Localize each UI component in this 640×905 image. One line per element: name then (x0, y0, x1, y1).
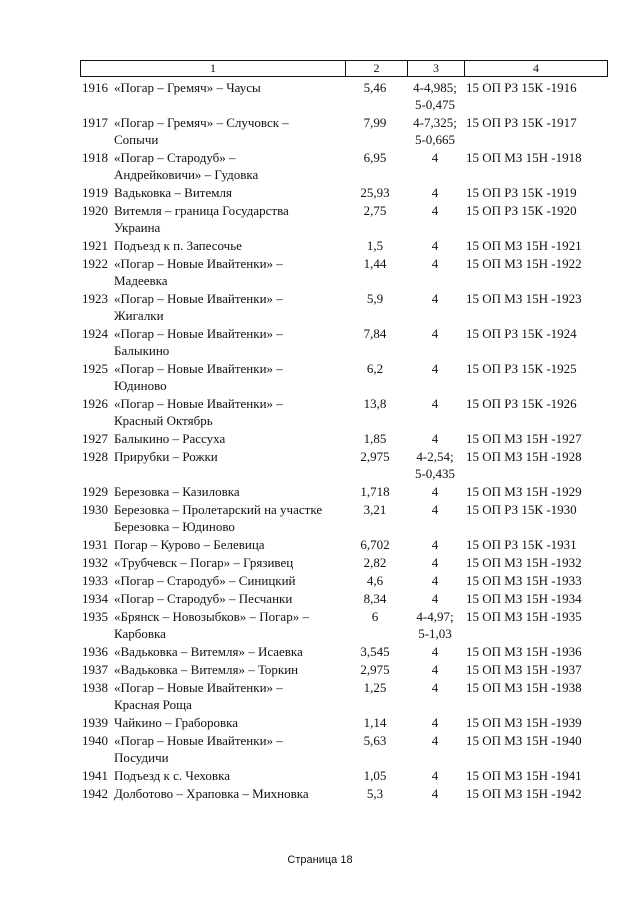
road-code: 15 ОП МЗ 15Н -1928 (466, 449, 582, 464)
road-length: 5,46 (363, 80, 387, 95)
road-name (114, 483, 346, 500)
road-category-line: 4 (431, 555, 439, 570)
road-category-line: 4 (431, 680, 439, 695)
road-name-line: Сопычи (114, 132, 159, 147)
road-length: 8,34 (363, 591, 387, 606)
road-name (114, 501, 346, 535)
road-category-line: 4 (431, 396, 439, 411)
road-name-line: Жигалки (114, 308, 164, 323)
table-row (0, 395, 640, 429)
road-name-line: «Погар – Гремяч» – Чаусы (114, 80, 261, 95)
road-length: 6,702 (360, 537, 390, 552)
road-length: 1,44 (363, 256, 387, 271)
road-name-line: Украина (114, 220, 161, 235)
row-number: 1939 (82, 715, 108, 730)
table-row (0, 290, 640, 324)
road-category (406, 395, 464, 412)
row-number: 1930 (82, 502, 108, 517)
road-category (406, 483, 464, 500)
road-name (114, 785, 346, 802)
road-category (406, 501, 464, 518)
road-category-line: 4 (431, 361, 439, 376)
road-category-line: 4 (431, 715, 439, 730)
row-number: 1934 (82, 591, 108, 606)
row-number: 1918 (82, 150, 108, 165)
road-name-line: «Погар – Стародуб» – Песчанки (114, 591, 293, 606)
table-row (0, 202, 640, 236)
road-category-line: 5-1,03 (418, 626, 452, 641)
road-code: 15 ОП РЗ 15К -1919 (466, 185, 577, 200)
header-col-3: 3 (433, 61, 439, 75)
road-name-line: «Погар – Новые Ивайтенки» – (114, 733, 283, 748)
road-length: 1,85 (363, 431, 387, 446)
road-name (114, 661, 346, 678)
road-length: 5,3 (366, 786, 384, 801)
table-row (0, 255, 640, 289)
road-name (114, 590, 346, 607)
header-col-2: 2 (373, 61, 380, 75)
road-name-line: Балыкино (114, 343, 170, 358)
road-code: 15 ОП МЗ 15Н -1940 (466, 733, 582, 748)
road-name-line: Посудичи (114, 750, 169, 765)
road-category (406, 430, 464, 447)
row-number: 1921 (82, 238, 108, 253)
road-name (114, 202, 346, 236)
road-name-line: Вадьковка – Витемля (114, 185, 232, 200)
row-number: 1926 (82, 396, 108, 411)
road-category (406, 732, 464, 749)
table-row (0, 360, 640, 394)
road-category (406, 79, 464, 113)
table-header (80, 60, 608, 77)
road-name-line: Подъезд к п. Запесочье (114, 238, 242, 253)
road-length: 5,9 (366, 291, 384, 306)
road-length: 25,93 (360, 185, 390, 200)
road-name-line: «Погар – Новые Ивайтенки» – (114, 291, 283, 306)
road-code: 15 ОП МЗ 15Н -1932 (466, 555, 582, 570)
road-name-line: Балыкино – Рассуха (114, 431, 226, 446)
road-category (406, 643, 464, 660)
table-row (0, 661, 640, 678)
road-code: 15 ОП МЗ 15Н -1927 (466, 431, 582, 446)
road-category (406, 554, 464, 571)
road-name-line: «Трубчевск – Погар» – Грязивец (114, 555, 294, 570)
road-category-line: 4 (431, 573, 439, 588)
road-category (406, 608, 464, 642)
header-col-4: 4 (533, 61, 539, 75)
road-name-line: «Погар – Новые Ивайтенки» – (114, 256, 283, 271)
road-name (114, 360, 346, 394)
road-category-line: 4 (431, 537, 439, 552)
road-category (406, 255, 464, 272)
road-code: 15 ОП МЗ 15Н -1934 (466, 591, 582, 606)
road-category-line: 4-4,97; (416, 609, 454, 624)
road-name (114, 395, 346, 429)
road-category-line: 4 (431, 662, 439, 677)
road-length: 5,63 (363, 733, 387, 748)
road-name (114, 554, 346, 571)
road-name-line: Прирубки – Рожки (114, 449, 218, 464)
table-row (0, 590, 640, 607)
road-category-line: 5-0,435 (414, 466, 456, 481)
road-name-line: Березовка – Казиловка (114, 484, 240, 499)
row-number: 1932 (82, 555, 108, 570)
table-row (0, 184, 640, 201)
row-number: 1917 (82, 115, 108, 130)
road-name-line: Андрейковичи» – Гудовка (114, 167, 259, 182)
road-name (114, 714, 346, 731)
road-category (406, 714, 464, 731)
row-number: 1938 (82, 680, 108, 695)
road-code: 15 ОП РЗ 15К -1926 (466, 396, 577, 411)
road-length: 7,84 (363, 326, 387, 341)
table-row (0, 679, 640, 713)
row-number: 1937 (82, 662, 108, 677)
road-category (406, 661, 464, 678)
road-length: 6,95 (363, 150, 387, 165)
road-name (114, 79, 346, 96)
row-number: 1919 (82, 185, 108, 200)
row-number: 1925 (82, 361, 108, 376)
table-row (0, 643, 640, 660)
road-name (114, 572, 346, 589)
road-name-line: Мадеевка (114, 273, 168, 288)
road-length: 2,975 (360, 449, 390, 464)
table-row (0, 608, 640, 642)
road-name-line: «Вадьковка – Витемля» – Торкин (114, 662, 299, 677)
row-number: 1927 (82, 431, 108, 446)
table-row (0, 767, 640, 784)
road-code: 15 ОП РЗ 15К -1924 (466, 326, 577, 341)
road-code: 15 ОП МЗ 15Н -1936 (466, 644, 582, 659)
table-row (0, 714, 640, 731)
road-code: 15 ОП РЗ 15К -1920 (466, 203, 577, 218)
table-row (0, 430, 640, 447)
road-category (406, 572, 464, 589)
table-row (0, 325, 640, 359)
road-code: 15 ОП РЗ 15К -1931 (466, 537, 577, 552)
road-name (114, 643, 346, 660)
table-row (0, 536, 640, 553)
road-code: 15 ОП МЗ 15Н -1921 (466, 238, 582, 253)
road-name (114, 448, 346, 465)
road-length: 6,2 (366, 361, 384, 376)
road-name (114, 325, 346, 359)
road-code: 15 ОП МЗ 15Н -1935 (466, 609, 582, 624)
road-category-line: 4 (431, 644, 439, 659)
table-row (0, 79, 640, 113)
row-number: 1920 (82, 203, 108, 218)
road-length: 3,545 (360, 644, 390, 659)
table-row (0, 572, 640, 589)
road-category-line: 4-7,325; (413, 115, 457, 130)
road-name-line: Карбовка (114, 626, 166, 641)
road-category (406, 325, 464, 342)
road-name-line: Витемля – граница Государства (114, 203, 289, 218)
table-row (0, 448, 640, 482)
road-length: 7,99 (363, 115, 387, 130)
road-name-line: «Погар – Стародуб» – Синицкий (114, 573, 296, 588)
table-row (0, 114, 640, 148)
road-name (114, 732, 346, 766)
road-category-line: 4 (431, 484, 439, 499)
road-name (114, 430, 346, 447)
road-category-line: 4 (431, 326, 439, 341)
road-name-line: Погар – Курово – Белевица (114, 537, 265, 552)
road-length: 4,6 (366, 573, 384, 588)
road-length: 13,8 (363, 396, 387, 411)
row-number: 1916 (82, 80, 108, 95)
road-name-line: Березовка – Юдиново (114, 519, 235, 534)
road-name (114, 184, 346, 201)
road-name (114, 679, 346, 713)
road-category-line: 4 (431, 591, 439, 606)
road-code: 15 ОП МЗ 15Н -1929 (466, 484, 582, 499)
road-category-line: 4 (431, 786, 439, 801)
header-col-1: 1 (210, 61, 216, 75)
row-number: 1922 (82, 256, 108, 271)
road-name-line: «Погар – Новые Ивайтенки» – (114, 680, 283, 695)
road-length: 1,25 (363, 680, 387, 695)
road-name-line: «Брянск – Новозыбков» – Погар» – (114, 609, 309, 624)
road-category (406, 536, 464, 553)
road-length: 3,21 (363, 502, 387, 517)
road-code: 15 ОП МЗ 15Н -1939 (466, 715, 582, 730)
row-number: 1933 (82, 573, 108, 588)
row-number: 1929 (82, 484, 108, 499)
road-category (406, 785, 464, 802)
road-code: 15 ОП МЗ 15Н -1923 (466, 291, 582, 306)
road-code: 15 ОП РЗ 15К -1916 (466, 80, 577, 95)
road-length: 1,718 (360, 484, 390, 499)
road-category (406, 448, 464, 482)
road-category-line: 4 (431, 256, 439, 271)
road-name-line: Красный Октябрь (114, 413, 213, 428)
road-code: 15 ОП МЗ 15Н -1941 (466, 768, 582, 783)
page-footer: Страница 18 (287, 854, 353, 866)
road-name-line: «Погар – Новые Ивайтенки» – (114, 326, 283, 341)
road-category (406, 184, 464, 201)
road-name-line: «Погар – Новые Ивайтенки» – (114, 361, 283, 376)
road-category (406, 149, 464, 166)
road-category (406, 590, 464, 607)
road-length: 2,975 (360, 662, 390, 677)
road-length: 6 (371, 609, 379, 624)
row-number: 1942 (82, 786, 108, 801)
row-number: 1923 (82, 291, 108, 306)
road-category-line: 4 (431, 150, 439, 165)
road-code: 15 ОП МЗ 15Н -1938 (466, 680, 582, 695)
road-name (114, 767, 346, 784)
road-name (114, 149, 346, 183)
road-category-line: 4-2,54; (416, 449, 454, 464)
road-category-line: 5-0,475 (414, 97, 456, 112)
table-row (0, 785, 640, 802)
row-number: 1940 (82, 733, 108, 748)
table-row (0, 554, 640, 571)
road-code: 15 ОП МЗ 15Н -1922 (466, 256, 582, 271)
table-row (0, 149, 640, 183)
road-code: 15 ОП РЗ 15К -1930 (466, 502, 577, 517)
road-code: 15 ОП РЗ 15К -1917 (466, 115, 577, 130)
road-length: 2,82 (363, 555, 387, 570)
road-name (114, 536, 346, 553)
road-code: 15 ОП МЗ 15Н -1933 (466, 573, 582, 588)
road-length: 1,14 (363, 715, 387, 730)
road-name-line: «Погар – Стародуб» – (114, 150, 236, 165)
road-name-line: Красная Роща (114, 697, 192, 712)
road-category (406, 679, 464, 696)
road-name-line: Долботово – Храповка – Михновка (114, 786, 309, 801)
road-name-line: Чайкино – Граборовка (114, 715, 239, 730)
road-category (406, 290, 464, 307)
road-name-line: Березовка – Пролетарский на участке (114, 502, 323, 517)
road-category-line: 4 (431, 768, 439, 783)
road-category-line: 4 (431, 185, 439, 200)
road-name-line: «Погар – Гремяч» – Случовск – (114, 115, 289, 130)
table-row (0, 237, 640, 254)
row-number: 1935 (82, 609, 108, 624)
row-number: 1936 (82, 644, 108, 659)
table-row (0, 483, 640, 500)
road-category-line: 4 (431, 291, 439, 306)
row-number: 1941 (82, 768, 108, 783)
road-category-line: 4 (431, 238, 439, 253)
road-code: 15 ОП МЗ 15Н -1918 (466, 150, 582, 165)
road-name-line: Юдиново (114, 378, 167, 393)
road-code: 15 ОП МЗ 15Н -1937 (466, 662, 582, 677)
road-category-line: 4-4,985; (413, 80, 457, 95)
road-name (114, 255, 346, 289)
road-name-line: Подъезд к с. Чеховка (114, 768, 230, 783)
road-category (406, 237, 464, 254)
road-category (406, 767, 464, 784)
road-name (114, 237, 346, 254)
road-name-line: «Вадьковка – Витемля» – Исаевка (114, 644, 303, 659)
road-code: 15 ОП МЗ 15Н -1942 (466, 786, 582, 801)
road-category (406, 360, 464, 377)
table-row (0, 501, 640, 535)
road-category-line: 4 (431, 502, 439, 517)
road-length: 2,75 (363, 203, 387, 218)
road-category-line: 4 (431, 733, 439, 748)
road-name-line: «Погар – Новые Ивайтенки» – (114, 396, 283, 411)
table-row (0, 732, 640, 766)
road-name (114, 608, 346, 642)
row-number: 1928 (82, 449, 108, 464)
road-name (114, 114, 346, 148)
road-category-line: 4 (431, 431, 439, 446)
road-name (114, 290, 346, 324)
road-length: 1,5 (366, 238, 384, 253)
road-length: 1,05 (363, 768, 387, 783)
row-number: 1931 (82, 537, 108, 552)
road-category (406, 114, 464, 148)
road-category (406, 202, 464, 219)
road-category-line: 4 (431, 203, 439, 218)
road-category-line: 5-0,665 (414, 132, 456, 147)
row-number: 1924 (82, 326, 108, 341)
road-code: 15 ОП РЗ 15К -1925 (466, 361, 577, 376)
